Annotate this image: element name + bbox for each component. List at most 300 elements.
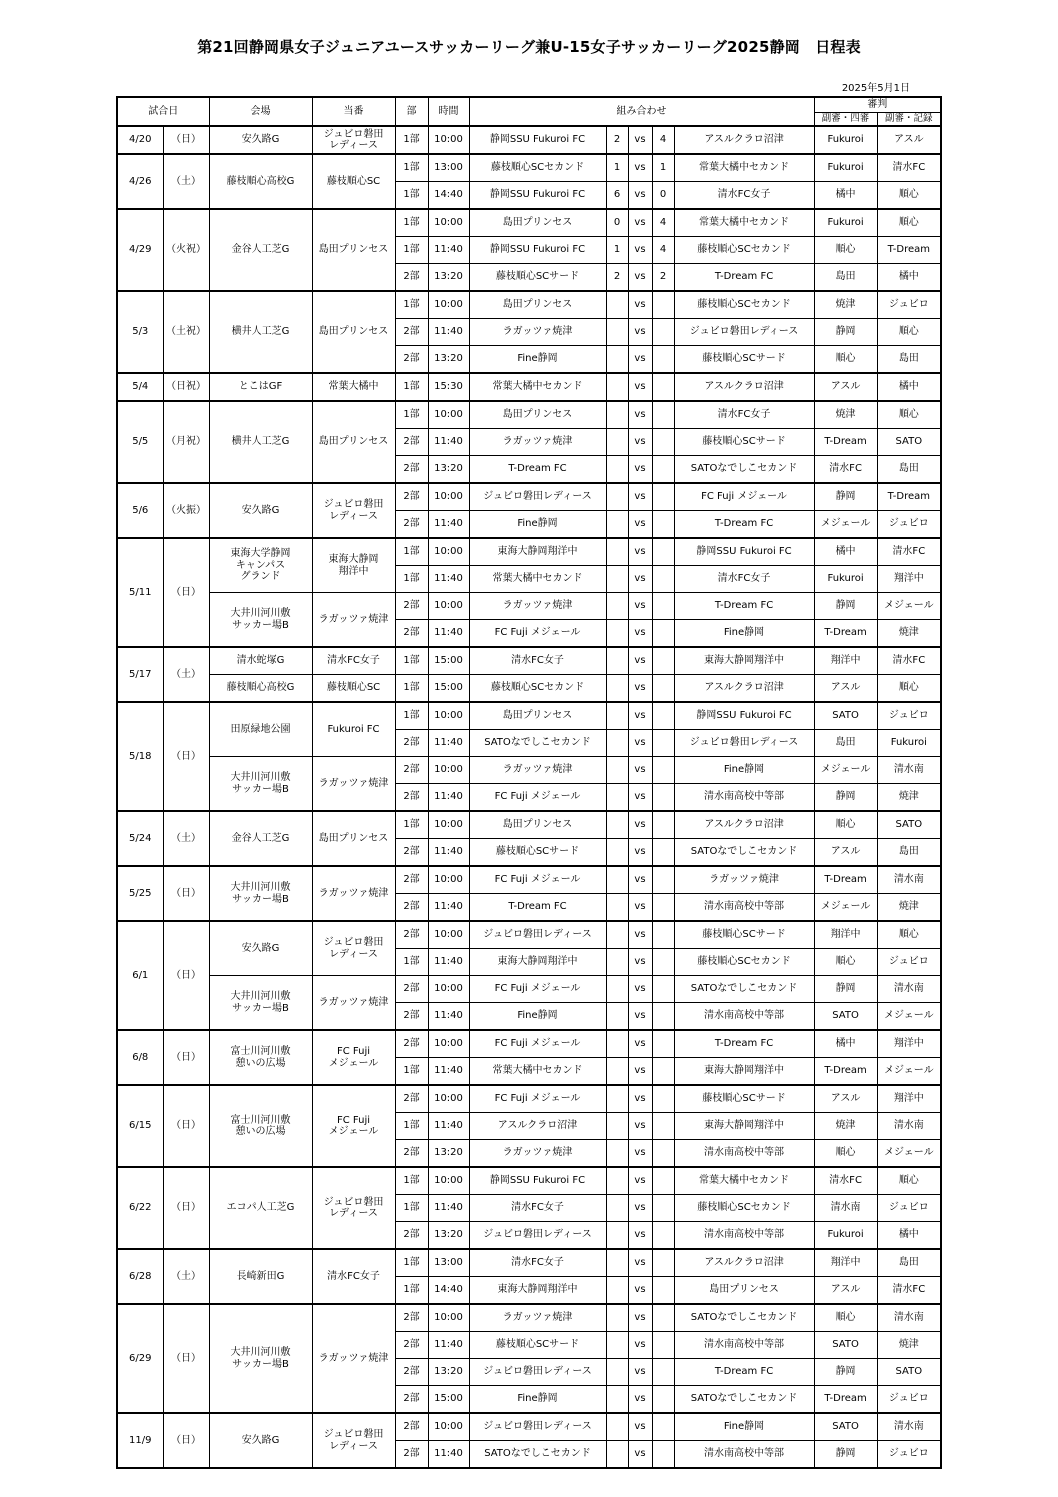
kickoff-time: 10:00	[428, 126, 469, 154]
home-score	[606, 1030, 628, 1058]
match-date: 5/11	[117, 538, 163, 647]
match-day: （土）	[163, 647, 209, 702]
away-score	[652, 866, 674, 894]
referee-1: T-Dream	[814, 620, 877, 648]
table-row	[117, 647, 941, 675]
home-team: 藤枝順心SCセカンド	[469, 675, 606, 703]
home-score	[606, 1304, 628, 1332]
versus: vs	[628, 1304, 652, 1332]
match-date: 4/26	[117, 154, 163, 209]
away-score	[652, 757, 674, 784]
venue-name: 大井川河川敷 サッカー場B	[209, 866, 312, 921]
division: 2部	[395, 1304, 428, 1332]
away-team: 清水南高校中等部	[674, 784, 814, 812]
host-team: ラガッツァ焼津	[312, 866, 395, 921]
venue-name: 藤枝順心高校G	[209, 675, 312, 703]
referee-2: ジュビロ	[877, 1441, 941, 1469]
kickoff-time: 10:00	[428, 538, 469, 566]
referee-2: 清水南	[877, 976, 941, 1003]
referee-1: アスル	[814, 1085, 877, 1113]
referee-2: SATO	[877, 811, 941, 839]
header-matchup: 組み合わせ	[469, 97, 814, 126]
referee-1: メジェール	[814, 511, 877, 539]
header-referee-1: 副審・四審	[814, 113, 877, 127]
match-date: 4/29	[117, 209, 163, 291]
referee-1: Fukuroi	[814, 126, 877, 154]
home-score	[606, 949, 628, 976]
kickoff-time: 10:00	[428, 291, 469, 319]
away-team: ラガッツァ焼津	[674, 866, 814, 894]
division: 2部	[395, 921, 428, 949]
kickoff-time: 10:00	[428, 1085, 469, 1113]
away-score	[652, 593, 674, 620]
referee-2: 順心	[877, 921, 941, 949]
referee-1: 順心	[814, 1140, 877, 1168]
versus: vs	[628, 1332, 652, 1359]
away-team: T-Dream FC	[674, 593, 814, 620]
referee-1: 翔洋中	[814, 921, 877, 949]
versus: vs	[628, 538, 652, 566]
referee-1: 清水FC	[814, 456, 877, 484]
division: 2部	[395, 784, 428, 812]
division: 2部	[395, 620, 428, 648]
versus: vs	[628, 620, 652, 648]
division: 1部	[395, 702, 428, 730]
away-team: 清水FC女子	[674, 566, 814, 593]
match-date: 6/8	[117, 1030, 163, 1085]
home-score	[606, 511, 628, 539]
kickoff-time: 10:00	[428, 702, 469, 730]
match-date: 11/9	[117, 1413, 163, 1468]
host-team: 常葉大橘中	[312, 373, 395, 401]
referee-2: ジュビロ	[877, 949, 941, 976]
home-score: 2	[606, 264, 628, 292]
away-score	[652, 319, 674, 346]
versus: vs	[628, 511, 652, 539]
table-row	[117, 401, 941, 429]
away-team: 清水FC女子	[674, 401, 814, 429]
venue-name: 富士川河川敷 憩いの広場	[209, 1085, 312, 1167]
home-team: 静岡SSU Fukuroi FC	[469, 126, 606, 154]
home-team: ジュビロ磐田レディース	[469, 921, 606, 949]
division: 2部	[395, 593, 428, 620]
referee-2: 翔洋中	[877, 1030, 941, 1058]
division: 1部	[395, 675, 428, 703]
away-score	[652, 1003, 674, 1031]
referee-1: SATO	[814, 1332, 877, 1359]
referee-1: SATO	[814, 1413, 877, 1441]
division: 2部	[395, 730, 428, 757]
away-team: 藤枝順心SCサード	[674, 429, 814, 456]
host-team: 清水FC女子	[312, 1249, 395, 1304]
away-team: 東海大静岡翔洋中	[674, 1113, 814, 1140]
versus: vs	[628, 1386, 652, 1414]
away-score	[652, 1386, 674, 1414]
host-team: ラガッツァ焼津	[312, 593, 395, 648]
versus: vs	[628, 291, 652, 319]
away-score	[652, 784, 674, 812]
division: 1部	[395, 237, 428, 264]
referee-1: 焼津	[814, 401, 877, 429]
versus: vs	[628, 483, 652, 511]
home-team: T-Dream FC	[469, 894, 606, 922]
referee-2: 清水南	[877, 1413, 941, 1441]
division: 1部	[395, 538, 428, 566]
division: 2部	[395, 483, 428, 511]
header-date: 試合日	[117, 97, 209, 126]
away-team: 東海大静岡翔洋中	[674, 1058, 814, 1086]
referee-1: 静岡	[814, 593, 877, 620]
versus: vs	[628, 1030, 652, 1058]
away-score	[652, 620, 674, 648]
referee-1: Fukuroi	[814, 154, 877, 182]
referee-1: 順心	[814, 1304, 877, 1332]
home-team: 静岡SSU Fukuroi FC	[469, 237, 606, 264]
kickoff-time: 11:40	[428, 620, 469, 648]
versus: vs	[628, 1003, 652, 1031]
home-score	[606, 566, 628, 593]
header-referee: 審判	[814, 97, 941, 113]
home-team: FC Fuji メジェール	[469, 1085, 606, 1113]
referee-2: 順心	[877, 1167, 941, 1195]
away-score	[652, 1058, 674, 1086]
away-team: アスルクラロ沼津	[674, 373, 814, 401]
division: 1部	[395, 291, 428, 319]
away-score	[652, 1304, 674, 1332]
division: 2部	[395, 429, 428, 456]
kickoff-time: 11:40	[428, 1113, 469, 1140]
away-score	[652, 291, 674, 319]
referee-1: SATO	[814, 702, 877, 730]
referee-2: 清水南	[877, 866, 941, 894]
away-team: 藤枝順心SCサード	[674, 921, 814, 949]
home-score	[606, 1359, 628, 1386]
away-team: T-Dream FC	[674, 511, 814, 539]
division: 2部	[395, 1003, 428, 1031]
table-row	[117, 1249, 941, 1277]
away-score: 2	[652, 264, 674, 292]
table-row	[117, 702, 941, 730]
away-score	[652, 675, 674, 703]
home-team: アスルクラロ沼津	[469, 1113, 606, 1140]
division: 2部	[395, 757, 428, 784]
header-division: 部	[395, 97, 428, 126]
referee-2: メジェール	[877, 1003, 941, 1031]
division: 1部	[395, 209, 428, 237]
referee-1: 清水FC	[814, 1167, 877, 1195]
host-team: ジュビロ磐田 レディース	[312, 921, 395, 976]
kickoff-time: 10:00	[428, 921, 469, 949]
home-team: FC Fuji メジェール	[469, 1030, 606, 1058]
referee-1: T-Dream	[814, 1058, 877, 1086]
match-day: （日）	[163, 538, 209, 647]
home-score	[606, 811, 628, 839]
header-venue: 会場	[209, 97, 312, 126]
away-team: 藤枝順心SCセカンド	[674, 291, 814, 319]
home-team: 常葉大橘中セカンド	[469, 373, 606, 401]
home-team: Fine静岡	[469, 1386, 606, 1414]
referee-2: 順心	[877, 675, 941, 703]
match-day: （日）	[163, 1304, 209, 1413]
home-score	[606, 839, 628, 867]
referee-1: Fukuroi	[814, 1222, 877, 1250]
venue-name: とこはGF	[209, 373, 312, 401]
away-score	[652, 538, 674, 566]
home-score	[606, 702, 628, 730]
away-score	[652, 811, 674, 839]
kickoff-time: 14:40	[428, 182, 469, 210]
away-score	[652, 511, 674, 539]
home-score	[606, 1441, 628, 1469]
host-team: FC Fuji メジェール	[312, 1085, 395, 1167]
away-team: 藤枝順心SCサード	[674, 346, 814, 374]
referee-1: 順心	[814, 811, 877, 839]
venue-name: 横井人工芝G	[209, 401, 312, 483]
away-team: 島田プリンセス	[674, 1277, 814, 1305]
host-team: 島田プリンセス	[312, 209, 395, 291]
match-date: 5/24	[117, 811, 163, 866]
match-date: 5/5	[117, 401, 163, 483]
match-day: （日）	[163, 702, 209, 811]
kickoff-time: 11:40	[428, 429, 469, 456]
home-score	[606, 1249, 628, 1277]
away-score	[652, 1113, 674, 1140]
away-score	[652, 1195, 674, 1222]
referee-1: T-Dream	[814, 429, 877, 456]
division: 2部	[395, 1441, 428, 1469]
kickoff-time: 10:00	[428, 401, 469, 429]
referee-2: メジェール	[877, 593, 941, 620]
away-score	[652, 1222, 674, 1250]
away-team: Fine静岡	[674, 620, 814, 648]
venue-name: 安久路G	[209, 1413, 312, 1468]
division: 1部	[395, 401, 428, 429]
venue-name: 金谷人工芝G	[209, 209, 312, 291]
referee-2: ジュビロ	[877, 1386, 941, 1414]
table-row	[117, 811, 941, 839]
home-team: FC Fuji メジェール	[469, 620, 606, 648]
away-team: アスルクラロ沼津	[674, 675, 814, 703]
home-score	[606, 1003, 628, 1031]
home-score	[606, 593, 628, 620]
away-score	[652, 346, 674, 374]
table-row	[117, 154, 941, 182]
home-team: 島田プリンセス	[469, 811, 606, 839]
away-score	[652, 1332, 674, 1359]
away-team: 清水FC女子	[674, 182, 814, 210]
referee-2: 焼津	[877, 784, 941, 812]
home-team: ジュビロ磐田レディース	[469, 1222, 606, 1250]
match-day: （土）	[163, 1249, 209, 1304]
match-day: （土祝）	[163, 291, 209, 373]
home-team: 島田プリンセス	[469, 291, 606, 319]
host-team: 清水FC女子	[312, 647, 395, 675]
home-team: 島田プリンセス	[469, 702, 606, 730]
away-score	[652, 894, 674, 922]
schedule-body	[117, 126, 941, 1468]
table-row	[117, 593, 941, 620]
versus: vs	[628, 675, 652, 703]
home-team: Fine静岡	[469, 1003, 606, 1031]
division: 2部	[395, 319, 428, 346]
division: 2部	[395, 976, 428, 1003]
home-team: ラガッツァ焼津	[469, 319, 606, 346]
versus: vs	[628, 1359, 652, 1386]
venue-name: 安久路G	[209, 126, 312, 154]
home-team: SATOなでしこセカンド	[469, 1441, 606, 1469]
away-score	[652, 1277, 674, 1305]
home-team: 常葉大橘中セカンド	[469, 566, 606, 593]
referee-2: 清水南	[877, 757, 941, 784]
home-score	[606, 483, 628, 511]
away-score	[652, 1359, 674, 1386]
kickoff-time: 10:00	[428, 1304, 469, 1332]
home-team: ラガッツァ焼津	[469, 757, 606, 784]
division: 2部	[395, 1085, 428, 1113]
home-score	[606, 346, 628, 374]
home-team: ジュビロ磐田レディース	[469, 1413, 606, 1441]
venue-name: 富士川河川敷 憩いの広場	[209, 1030, 312, 1085]
home-team: 島田プリンセス	[469, 209, 606, 237]
host-team: ジュビロ磐田 レディース	[312, 1167, 395, 1249]
kickoff-time: 11:40	[428, 839, 469, 867]
referee-2: 島田	[877, 346, 941, 374]
kickoff-time: 13:20	[428, 346, 469, 374]
host-team: ジュビロ磐田 レディース	[312, 126, 395, 154]
division: 2部	[395, 346, 428, 374]
away-score	[652, 647, 674, 675]
versus: vs	[628, 1413, 652, 1441]
kickoff-time: 11:40	[428, 894, 469, 922]
home-team: Fine静岡	[469, 511, 606, 539]
versus: vs	[628, 647, 652, 675]
away-score	[652, 429, 674, 456]
home-score	[606, 1222, 628, 1250]
home-score	[606, 538, 628, 566]
away-score	[652, 1413, 674, 1441]
referee-2: 清水南	[877, 1304, 941, 1332]
away-team: SATOなでしこセカンド	[674, 1304, 814, 1332]
host-team: ラガッツァ焼津	[312, 1304, 395, 1413]
referee-1: 静岡	[814, 1441, 877, 1469]
header-host: 当番	[312, 97, 395, 126]
referee-1: T-Dream	[814, 866, 877, 894]
referee-2: 順心	[877, 182, 941, 210]
referee-1: SATO	[814, 1003, 877, 1031]
referee-2: 順心	[877, 209, 941, 237]
home-score	[606, 1413, 628, 1441]
schedule-table	[116, 96, 942, 1469]
kickoff-time: 11:40	[428, 1058, 469, 1086]
versus: vs	[628, 182, 652, 210]
referee-2: 橘中	[877, 373, 941, 401]
division: 2部	[395, 1140, 428, 1168]
kickoff-time: 11:40	[428, 1441, 469, 1469]
table-row	[117, 209, 941, 237]
venue-name: 金谷人工芝G	[209, 811, 312, 866]
away-score: 1	[652, 154, 674, 182]
versus: vs	[628, 264, 652, 292]
kickoff-time: 13:20	[428, 1359, 469, 1386]
match-day: （日）	[163, 1413, 209, 1468]
versus: vs	[628, 401, 652, 429]
referee-2: 清水FC	[877, 1277, 941, 1305]
home-team: 常葉大橘中セカンド	[469, 1058, 606, 1086]
venue-name: 大井川河川敷 サッカー場B	[209, 976, 312, 1031]
venue-name: 長崎新田G	[209, 1249, 312, 1304]
versus: vs	[628, 866, 652, 894]
versus: vs	[628, 456, 652, 484]
match-day: （日）	[163, 866, 209, 921]
away-team: T-Dream FC	[674, 264, 814, 292]
away-team: 常葉大橘中セカンド	[674, 154, 814, 182]
home-score	[606, 1167, 628, 1195]
away-score	[652, 483, 674, 511]
match-day: （日）	[163, 1030, 209, 1085]
kickoff-time: 15:00	[428, 1386, 469, 1414]
versus: vs	[628, 209, 652, 237]
referee-2: 清水南	[877, 1113, 941, 1140]
host-team: 島田プリンセス	[312, 811, 395, 866]
versus: vs	[628, 839, 652, 867]
away-score	[652, 839, 674, 867]
home-score	[606, 1386, 628, 1414]
home-score: 0	[606, 209, 628, 237]
home-team: 島田プリンセス	[469, 401, 606, 429]
table-row	[117, 757, 941, 784]
away-score	[652, 566, 674, 593]
away-score	[652, 1167, 674, 1195]
division: 2部	[395, 894, 428, 922]
referee-1: Fukuroi	[814, 209, 877, 237]
match-date: 5/3	[117, 291, 163, 373]
home-team: ラガッツァ焼津	[469, 593, 606, 620]
referee-1: アスル	[814, 839, 877, 867]
home-team: 清水FC女子	[469, 1195, 606, 1222]
versus: vs	[628, 894, 652, 922]
division: 1部	[395, 1058, 428, 1086]
home-score: 2	[606, 126, 628, 154]
kickoff-time: 11:40	[428, 1332, 469, 1359]
away-score: 0	[652, 182, 674, 210]
versus: vs	[628, 346, 652, 374]
versus: vs	[628, 949, 652, 976]
versus: vs	[628, 811, 652, 839]
match-date: 5/6	[117, 483, 163, 538]
venue-name: 東海大学静岡 キャンパス グランド	[209, 538, 312, 593]
away-team: T-Dream FC	[674, 1030, 814, 1058]
referee-1: 静岡	[814, 483, 877, 511]
host-team: Fukuroi FC	[312, 702, 395, 757]
away-team: ジュビロ磐田レディース	[674, 319, 814, 346]
referee-2: 焼津	[877, 894, 941, 922]
kickoff-time: 11:40	[428, 566, 469, 593]
referee-1: メジェール	[814, 757, 877, 784]
division: 2部	[395, 264, 428, 292]
referee-2: 翔洋中	[877, 566, 941, 593]
match-date: 6/28	[117, 1249, 163, 1304]
referee-2: SATO	[877, 429, 941, 456]
division: 2部	[395, 866, 428, 894]
match-date: 4/20	[117, 126, 163, 154]
home-score	[606, 1332, 628, 1359]
versus: vs	[628, 1085, 652, 1113]
referee-2: 翔洋中	[877, 1085, 941, 1113]
referee-2: 清水FC	[877, 538, 941, 566]
header-referee-2: 副審・記録	[877, 113, 941, 127]
match-day: （日祝）	[163, 373, 209, 401]
away-score: 4	[652, 209, 674, 237]
